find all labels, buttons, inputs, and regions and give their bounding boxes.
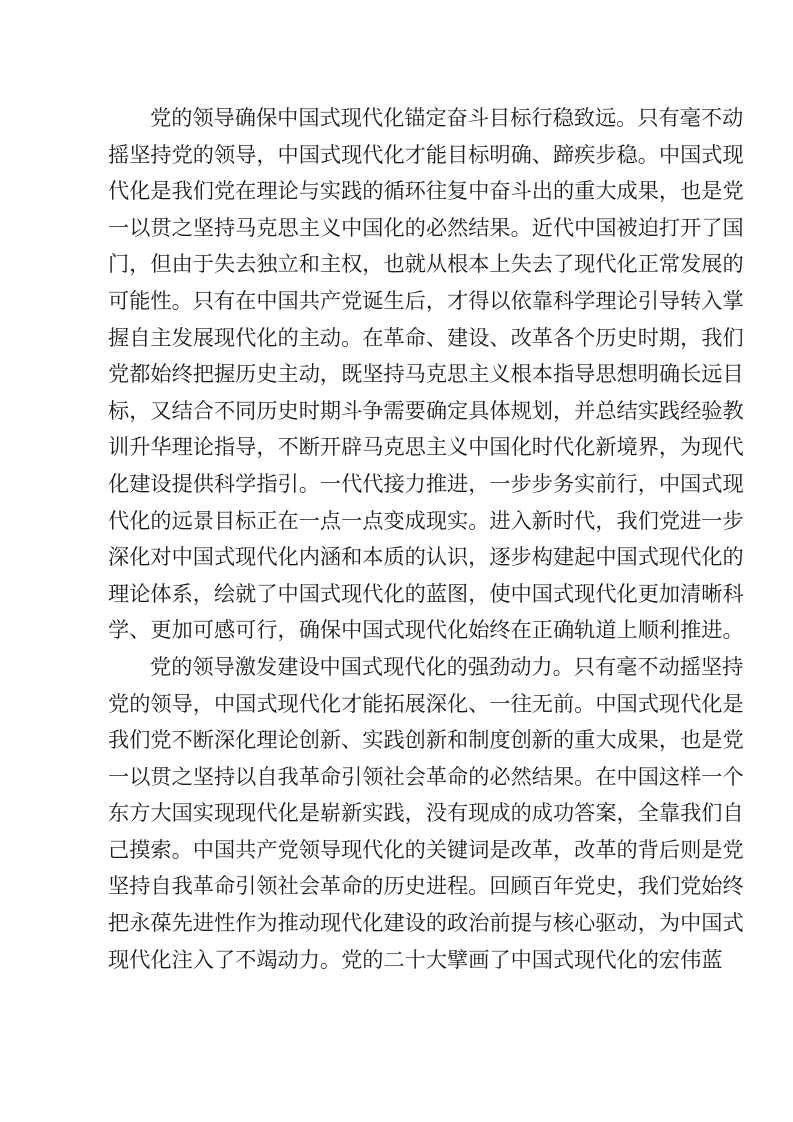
text-line: 我们党不断深化理论创新、实践创新和制度创新的重大成果，也是党 xyxy=(108,727,744,753)
text-line: 一以贯之坚持以自我革命引领社会革命的必然结果。在中国这样一个 xyxy=(108,763,744,789)
text-line: 握自主发展现代化的主动。在革命、建设、改革各个历史时期，我们 xyxy=(108,324,744,350)
text-line: 训升华理论指导，不断开辟马克思主义中国化时代化新境界，为现代 xyxy=(108,434,744,460)
text-line: 摇坚持党的领导，中国式现代化才能目标明确、蹄疾步稳。中国式现 xyxy=(108,141,744,167)
text-line: 现代化注入了不竭动力。党的二十大擘画了中国式现代化的宏伟蓝 xyxy=(108,946,723,972)
body-text xyxy=(108,100,744,978)
text-line: 党都始终把握历史主动，既坚持马克思主义根本指导思想明确长远目 xyxy=(108,361,744,387)
text-line: 己摸索。中国共产党领导现代化的关键词是改革，改革的背后则是党 xyxy=(108,836,744,862)
text-line: 深化对中国式现代化内涵和本质的认识，逐步构建起中国式现代化的 xyxy=(108,544,744,570)
paragraph-1 xyxy=(108,100,744,649)
text-line: 代化是我们党在理论与实践的循环往复中奋斗出的重大成果，也是党 xyxy=(108,178,744,204)
text-line: 东方大国实现现代化是崭新实践，没有现成的成功答案，全靠我们自 xyxy=(108,800,744,826)
text-line: 可能性。只有在中国共产党诞生后，才得以依靠科学理论引导转入掌 xyxy=(108,287,744,313)
text-line: 坚持自我革命引领社会革命的历史进程。回顾百年党史，我们党始终 xyxy=(108,873,744,899)
text-line: 党的领导，中国式现代化才能拓展深化、一往无前。中国式现代化是 xyxy=(108,690,744,716)
text-line: 代化的远景目标正在一点一点变成现实。进入新时代，我们党进一步 xyxy=(108,507,744,533)
text-line: 理论体系，绘就了中国式现代化的蓝图，使中国式现代化更加清晰科 xyxy=(108,580,744,606)
text-line: 一以贯之坚持马克思主义中国化的必然结果。近代中国被迫打开了国 xyxy=(108,214,744,240)
text-line: 党的领导确保中国式现代化锚定奋斗目标行稳致远。只有毫不动 xyxy=(150,105,744,130)
text-line: 把永葆先进性作为推动现代化建设的政治前提与核心驱动，为中国式 xyxy=(108,910,744,936)
text-line: 门，但由于失去独立和主权，也就从根本上失去了现代化正常发展的 xyxy=(108,251,744,277)
text-line: 化建设提供科学指引。一代代接力推进，一步步务实前行，中国式现 xyxy=(108,470,744,496)
text-line: 学、更加可感可行，确保中国式现代化始终在正确轨道上顺利推进。 xyxy=(108,617,744,643)
paragraph-2 xyxy=(108,649,744,978)
text-line: 党的领导激发建设中国式现代化的强劲动力。只有毫不动摇坚持 xyxy=(150,653,744,679)
text-line: 标，又结合不同历史时期斗争需要确定具体规划，并总结实践经验教 xyxy=(108,397,744,423)
